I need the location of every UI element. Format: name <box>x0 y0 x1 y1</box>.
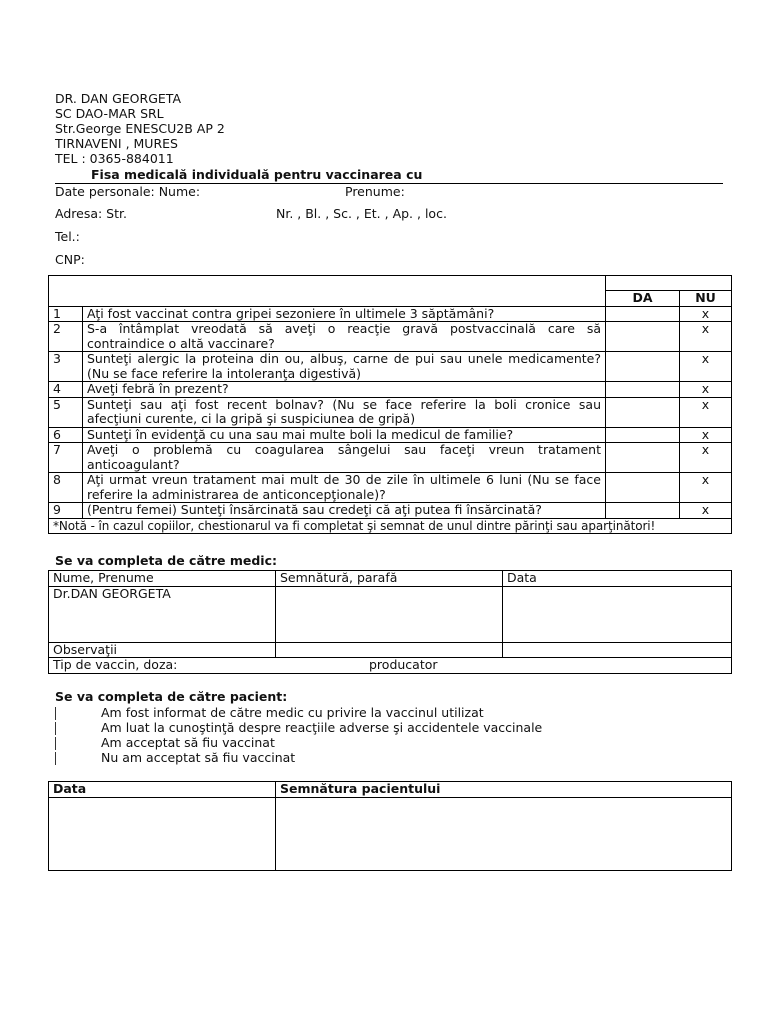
observatii-field-extra[interactable] <box>503 642 732 658</box>
question-number: 2 <box>49 322 83 352</box>
column-patient-signature: Semnătura pacientului <box>276 782 732 798</box>
patient-date-field[interactable] <box>49 797 276 870</box>
column-nu: NU <box>680 291 732 307</box>
question-text: (Pentru femei) Sunteţi însărcinată sau credeţi că aţi putea fi însărcinată? <box>83 503 606 519</box>
question-number: 9 <box>49 503 83 519</box>
checkbox-informed[interactable] <box>55 707 62 720</box>
table-row <box>49 397 732 427</box>
column-signature: Semnătură, parafă <box>276 571 503 587</box>
question-number: 6 <box>49 427 83 443</box>
observatii-row <box>49 642 732 658</box>
header-line-street: Str.George ENESCU2B AP 2 <box>55 121 225 136</box>
medic-table-row <box>49 586 732 642</box>
date-field[interactable] <box>503 586 732 642</box>
checkbox-accepted[interactable] <box>55 737 62 750</box>
question-text: Aveţi febră în prezent? <box>83 382 606 398</box>
form-title: Fisa medicală individuală pentru vaccinarea cu <box>91 167 423 182</box>
answer-nu[interactable]: x <box>680 322 732 352</box>
label-personal-name: Date personale: Nume: <box>55 184 201 199</box>
answer-da[interactable] <box>606 382 680 398</box>
label-address-parts: Nr. , Bl. , Sc. , Et. , Ap. , loc. <box>276 206 447 221</box>
table-row <box>49 503 732 519</box>
label-cnp: CNP: <box>55 252 85 267</box>
table-row <box>49 427 732 443</box>
answer-nu[interactable]: x <box>680 473 732 503</box>
column-date: Data <box>503 571 732 587</box>
header-line-phone: TEL : 0365-884011 <box>55 151 174 166</box>
label-prenume: Prenume: <box>345 184 405 199</box>
signature-field[interactable] <box>276 586 503 642</box>
patient-section-heading: Se va completa de către pacient: <box>55 689 288 704</box>
label-adresa: Adresa: Str. <box>55 206 127 221</box>
answer-nu[interactable]: x <box>680 397 732 427</box>
question-number: 8 <box>49 473 83 503</box>
medic-table-header <box>49 571 732 587</box>
answer-nu[interactable]: x <box>680 352 732 382</box>
answer-da[interactable] <box>606 306 680 322</box>
table-row <box>49 473 732 503</box>
patient-signature-table <box>48 781 732 871</box>
table-row <box>49 306 732 322</box>
header-line-city: TIRNAVENI , MURES <box>55 136 178 151</box>
questionnaire-header-blank <box>49 276 732 291</box>
answer-nu[interactable]: x <box>680 382 732 398</box>
patient-table-row <box>49 797 732 870</box>
answer-da[interactable] <box>606 352 680 382</box>
question-text: S-a întâmplat vreodată să aveţi o reacţie gravă postvaccinală care să contraindice o altă vaccinare? <box>83 322 606 352</box>
column-name: Nume, Prenume <box>49 571 276 587</box>
answer-da[interactable] <box>606 443 680 473</box>
answer-nu[interactable]: x <box>680 306 732 322</box>
patient-table-header <box>49 782 732 798</box>
answer-da[interactable] <box>606 473 680 503</box>
answer-nu[interactable]: x <box>680 503 732 519</box>
option-not-accepted: Nu am acceptat să fiu vaccinat <box>101 750 296 765</box>
header-line-company: SC DAO-MAR SRL <box>55 106 164 121</box>
question-text: Aţi fost vaccinat contra gripei sezoniere în ultimele 3 săptămâni? <box>83 306 606 322</box>
table-row <box>49 352 732 382</box>
label-vaccine: Tip de vaccin, doza: <box>53 657 178 672</box>
question-number: 5 <box>49 397 83 427</box>
question-text: Aveţi o problemă cu coagularea sângelui sau faceţi vreun tratament anticoagulant? <box>83 443 606 473</box>
column-da: DA <box>606 291 680 307</box>
header-line-name: DR. DAN GEORGETA <box>55 91 182 106</box>
answer-nu[interactable]: x <box>680 427 732 443</box>
question-number: 7 <box>49 443 83 473</box>
question-text: Sunteţi alergic la proteina din ou, albuş, carne de pui sau unele medicamente?(Nu se face referire la intoleranţa digestivă) <box>83 352 606 382</box>
question-text: Aţi urmat vreun tratament mai mult de 30 de zile în ultimele 6 luni (Nu se face referire la administrarea de anticoncepţionale)? <box>83 473 606 503</box>
question-text: Sunteţi sau aţi fost recent bolnav? (Nu se face referire la boli cronice sau afecţiuni curente, ci la gripă şi suspiciunea de gripă) <box>83 397 606 427</box>
checkbox-acknowledged[interactable] <box>55 722 62 735</box>
answer-da[interactable] <box>606 322 680 352</box>
question-number: 1 <box>49 306 83 322</box>
question-number: 4 <box>49 382 83 398</box>
answer-da[interactable] <box>606 503 680 519</box>
observatii-field[interactable] <box>276 642 503 658</box>
checkbox-not-accepted[interactable] <box>55 752 62 765</box>
option-acknowledged: Am luat la cunoştinţă despre reacţiile adverse şi accidentele vaccinale <box>101 720 543 735</box>
option-informed: Am fost informat de către medic cu privire la vaccinul utilizat <box>101 705 484 720</box>
table-row <box>49 443 732 473</box>
questionnaire-table <box>48 275 732 534</box>
label-producer: producator <box>369 657 438 672</box>
vaccine-cell <box>49 658 732 674</box>
answer-da[interactable] <box>606 397 680 427</box>
patient-signature-field[interactable] <box>276 797 732 870</box>
answer-da[interactable] <box>606 427 680 443</box>
medic-table <box>48 570 732 674</box>
label-tel: Tel.: <box>55 229 80 244</box>
option-accepted: Am acceptat să fiu vaccinat <box>101 735 275 750</box>
note-row <box>49 518 732 534</box>
vaccine-row <box>49 658 732 674</box>
questionnaire-note: *Notă - în cazul copiilor, chestionarul va fi completat şi semnat de unul dintre părinţi sau aparţinători! <box>49 518 732 534</box>
question-number: 3 <box>49 352 83 382</box>
doctor-name: Dr.DAN GEORGETA <box>49 586 276 642</box>
column-patient-date: Data <box>49 782 276 798</box>
table-row <box>49 382 732 398</box>
answer-nu[interactable]: x <box>680 443 732 473</box>
medic-section-heading: Se va completa de către medic: <box>55 553 277 568</box>
table-row <box>49 322 732 352</box>
label-observatii: Observaţii <box>49 642 276 658</box>
question-text: Sunteţi în evidenţă cu una sau mai multe boli la medicul de familie? <box>83 427 606 443</box>
